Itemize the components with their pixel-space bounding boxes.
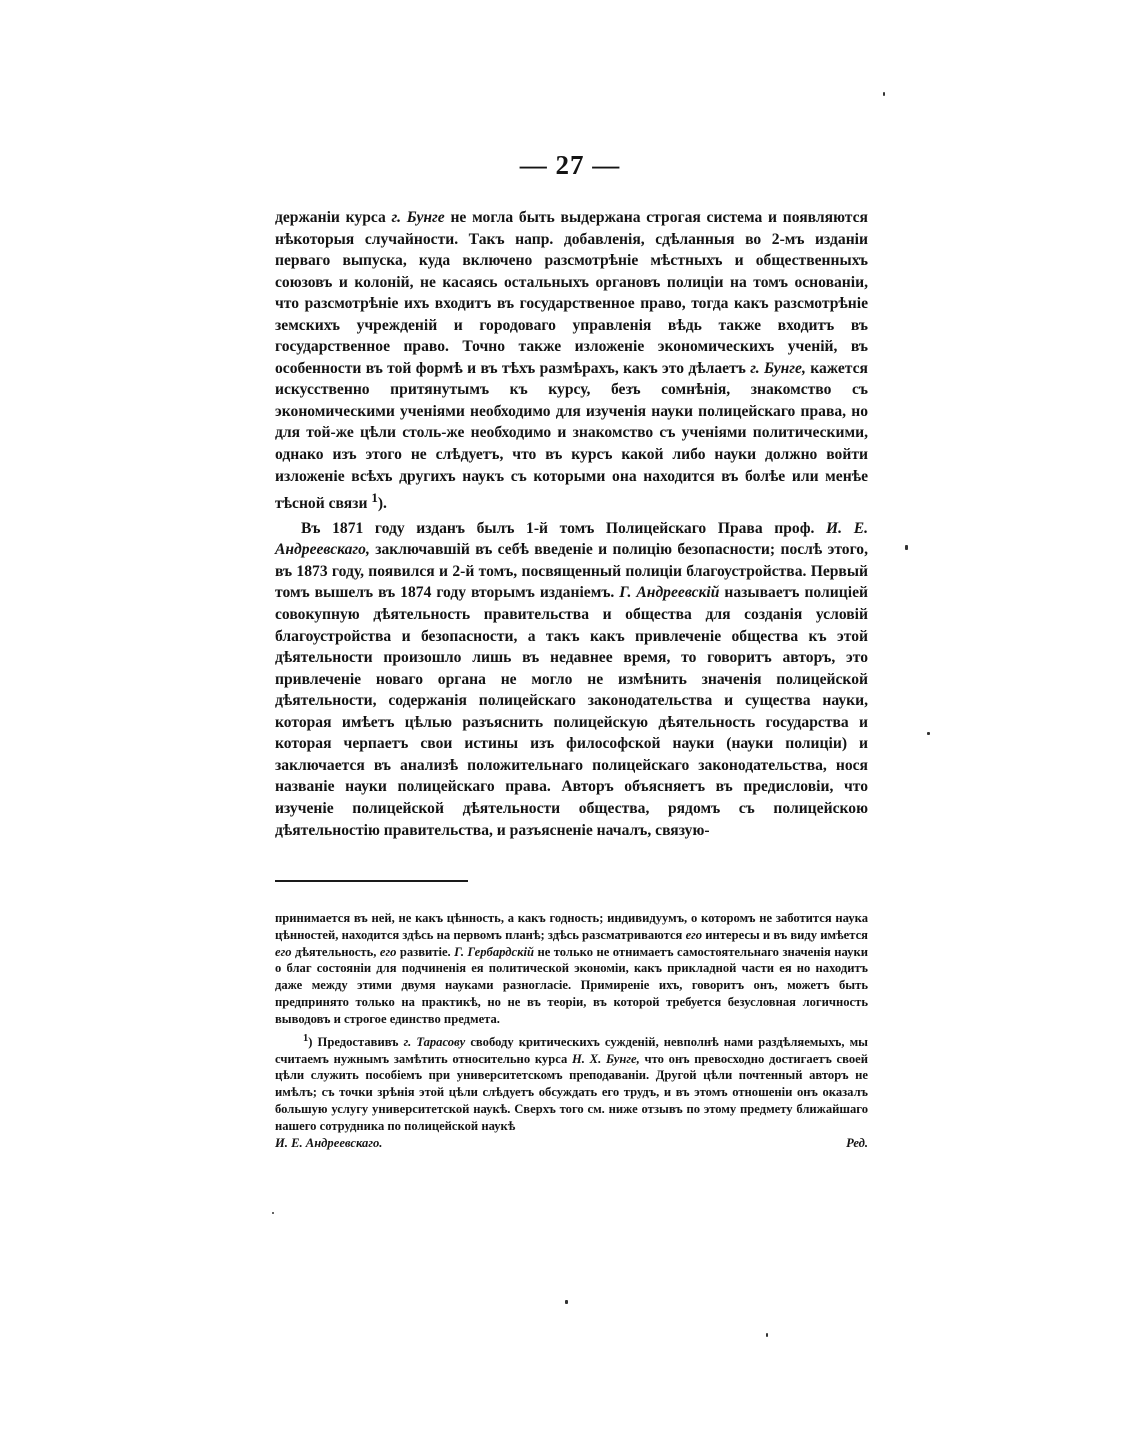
italic-run: г. Тарасову: [403, 1034, 466, 1049]
text-run: ) Предоставивъ: [308, 1034, 404, 1049]
text-run: Въ 1871 году изданъ былъ 1-й томъ Полицейскаго Права проф.: [301, 519, 827, 537]
signature-editor: Ред.: [846, 1135, 868, 1150]
text-run: дѣятельность,: [291, 944, 380, 959]
text-run: кажется искусственно притянутымъ къ курсу, безъ сомнѣнія, знакомство съ экономическими ученіями необходимо для изученія науки полицейскаго права, но для той-же цѣли столь-же необходимо и знакомство съ ученіями политическими, однако изъ этого не слѣдуетъ, что въ курсъ какой либо науки должно войти изложеніе всѣхъ другихъ наукъ съ которыми она находится въ болѣе или менѣе тѣсной связи: [275, 359, 868, 513]
footnote-ref: 1: [303, 1032, 309, 1044]
paragraph-2: [275, 518, 868, 841]
footnote-continuation: [275, 910, 868, 1028]
footnote-1: [275, 1031, 868, 1135]
main-text: [275, 207, 868, 841]
footnote-signature: [275, 1135, 868, 1152]
footnotes-block: [275, 910, 868, 1151]
scan-speck: [927, 732, 930, 735]
signature-author: И. Е. Андреевскаго.: [275, 1135, 383, 1150]
text-run: что онъ превосходно достигаетъ своей цѣли служить пособіемъ при университетскомъ преподаваніи. Другой цѣли почтенный авторъ не имѣлъ; съ точки зрѣнія этой цѣли слѣдуетъ обсуждать его трудъ, и въ этомъ отношеніи онъ оказалъ большую услугу университетской наукѣ. Сверхъ того см. ниже отзывъ по этому предмету ближайшаго нашего сотрудника по полицейской наукѣ: [275, 1051, 868, 1133]
text-run: развитіе.: [396, 944, 455, 959]
paragraph-1: [275, 207, 868, 515]
text-run: не только не отнимаетъ самостоятельнаго значенія науки о благ состояніи для подчиненія ея политической экономіи, какъ прикладной части ея но находитъ даже между этими двумя науками разногласіе. Примиреніе ихъ, говоритъ онъ, можетъ быть предпринято только на практикѣ, но не въ теоріи, въ которой требуется безусловная логичность выводовъ и строгое единство предмета.: [275, 944, 868, 1026]
italic-run: Г. Андреевскій: [619, 584, 720, 602]
text-run: принимается въ ней, не какъ цѣнность, а какъ годность; индивидуумъ, о которомъ не заботится наука цѣнностей, находится здѣсь на первомъ планѣ; здѣсь разсматриваются: [275, 911, 868, 942]
text-run: не могла быть выдержана строгая система и появляются нѣкоторыя случайности. Такъ напр. добавленія, сдѣланныя во 2-мъ изданіи перваго выпуска, куда включено разсмотрѣніе мѣстныхъ и общественныхъ союзовъ и колоній, не касаясь остальныхъ органовъ полиціи на томъ основаніи, что разсмотрѣніе ихъ входитъ въ государственное право, тогда какъ разсмотрѣніе земскихъ учрежденій и городоваго управленія вѣдь также входитъ въ государственное право. Точно также изложеніе экономическихъ ученій, въ особенности въ той формѣ и въ тѣхъ размѣрахъ, какъ это дѣлаетъ: [275, 209, 868, 377]
italic-run: его: [685, 927, 703, 942]
text-run: интересы и въ виду имѣется: [702, 927, 868, 942]
scan-speck: [905, 545, 908, 550]
italic-run: г. Бунге,: [750, 359, 806, 377]
scan-speck: [883, 92, 885, 96]
page-number: — 27 —: [519, 150, 621, 180]
scan-speck: [766, 1333, 768, 1337]
footnote-ref: 1: [371, 490, 378, 506]
italic-run: Н. Х. Бунге,: [572, 1051, 640, 1066]
text-run: называетъ полиціей совокупную дѣятельность правительства и общества для созданія условій благоустройства и безопасности, а такъ какъ привлеченіе общества къ этой дѣятельности произошло лишь въ недавнее время, то говоритъ авторъ, это привлеченіе новаго органа не могло не измѣнить значенія полицейской дѣятельности, содержанія полицейскаго законодательства и существа науки, которая имѣетъ цѣлью разъяснить полицейскую дѣятельность государства и которая черпаетъ свои истины изъ философской науки (науки полиціи) и заключается въ анализѣ положительнаго полицейскаго законодательства, нося названіе науки полицейскаго права. Авторъ объясняетъ въ предисловіи, что изученіе полицейской дѣятельности общества, рядомъ съ полицейскою дѣятельностію правительства, и разъясненіе началъ, связую-: [275, 584, 868, 839]
footnote-divider: [275, 880, 468, 882]
italic-run: г. Бунге: [391, 209, 445, 226]
text-run: свободу критическихъ сужденій, невполнѣ нами раздѣляемыхъ, мы считаемъ нужнымъ замѣтить относительно курса: [275, 1034, 869, 1066]
scan-speck: [565, 1300, 568, 1304]
italic-run: И. Е. Андреевскаго,: [275, 519, 868, 559]
italic-run: Г. Гербардскій: [454, 944, 534, 959]
italic-run: его: [379, 944, 397, 959]
text-run: ).: [377, 495, 387, 513]
scan-speck: [272, 1212, 274, 1214]
text-run: держаніи курса: [275, 209, 392, 226]
text-run: заключавшій въ себѣ введеніе и полицію безопасности; послѣ этого, въ 1873 году, появился и 2-й томъ, посвященный полиціи благоустройства. Первый томъ вышелъ въ 1874 году вторымъ изданіемъ.: [275, 541, 868, 602]
italic-run: его: [275, 944, 292, 959]
